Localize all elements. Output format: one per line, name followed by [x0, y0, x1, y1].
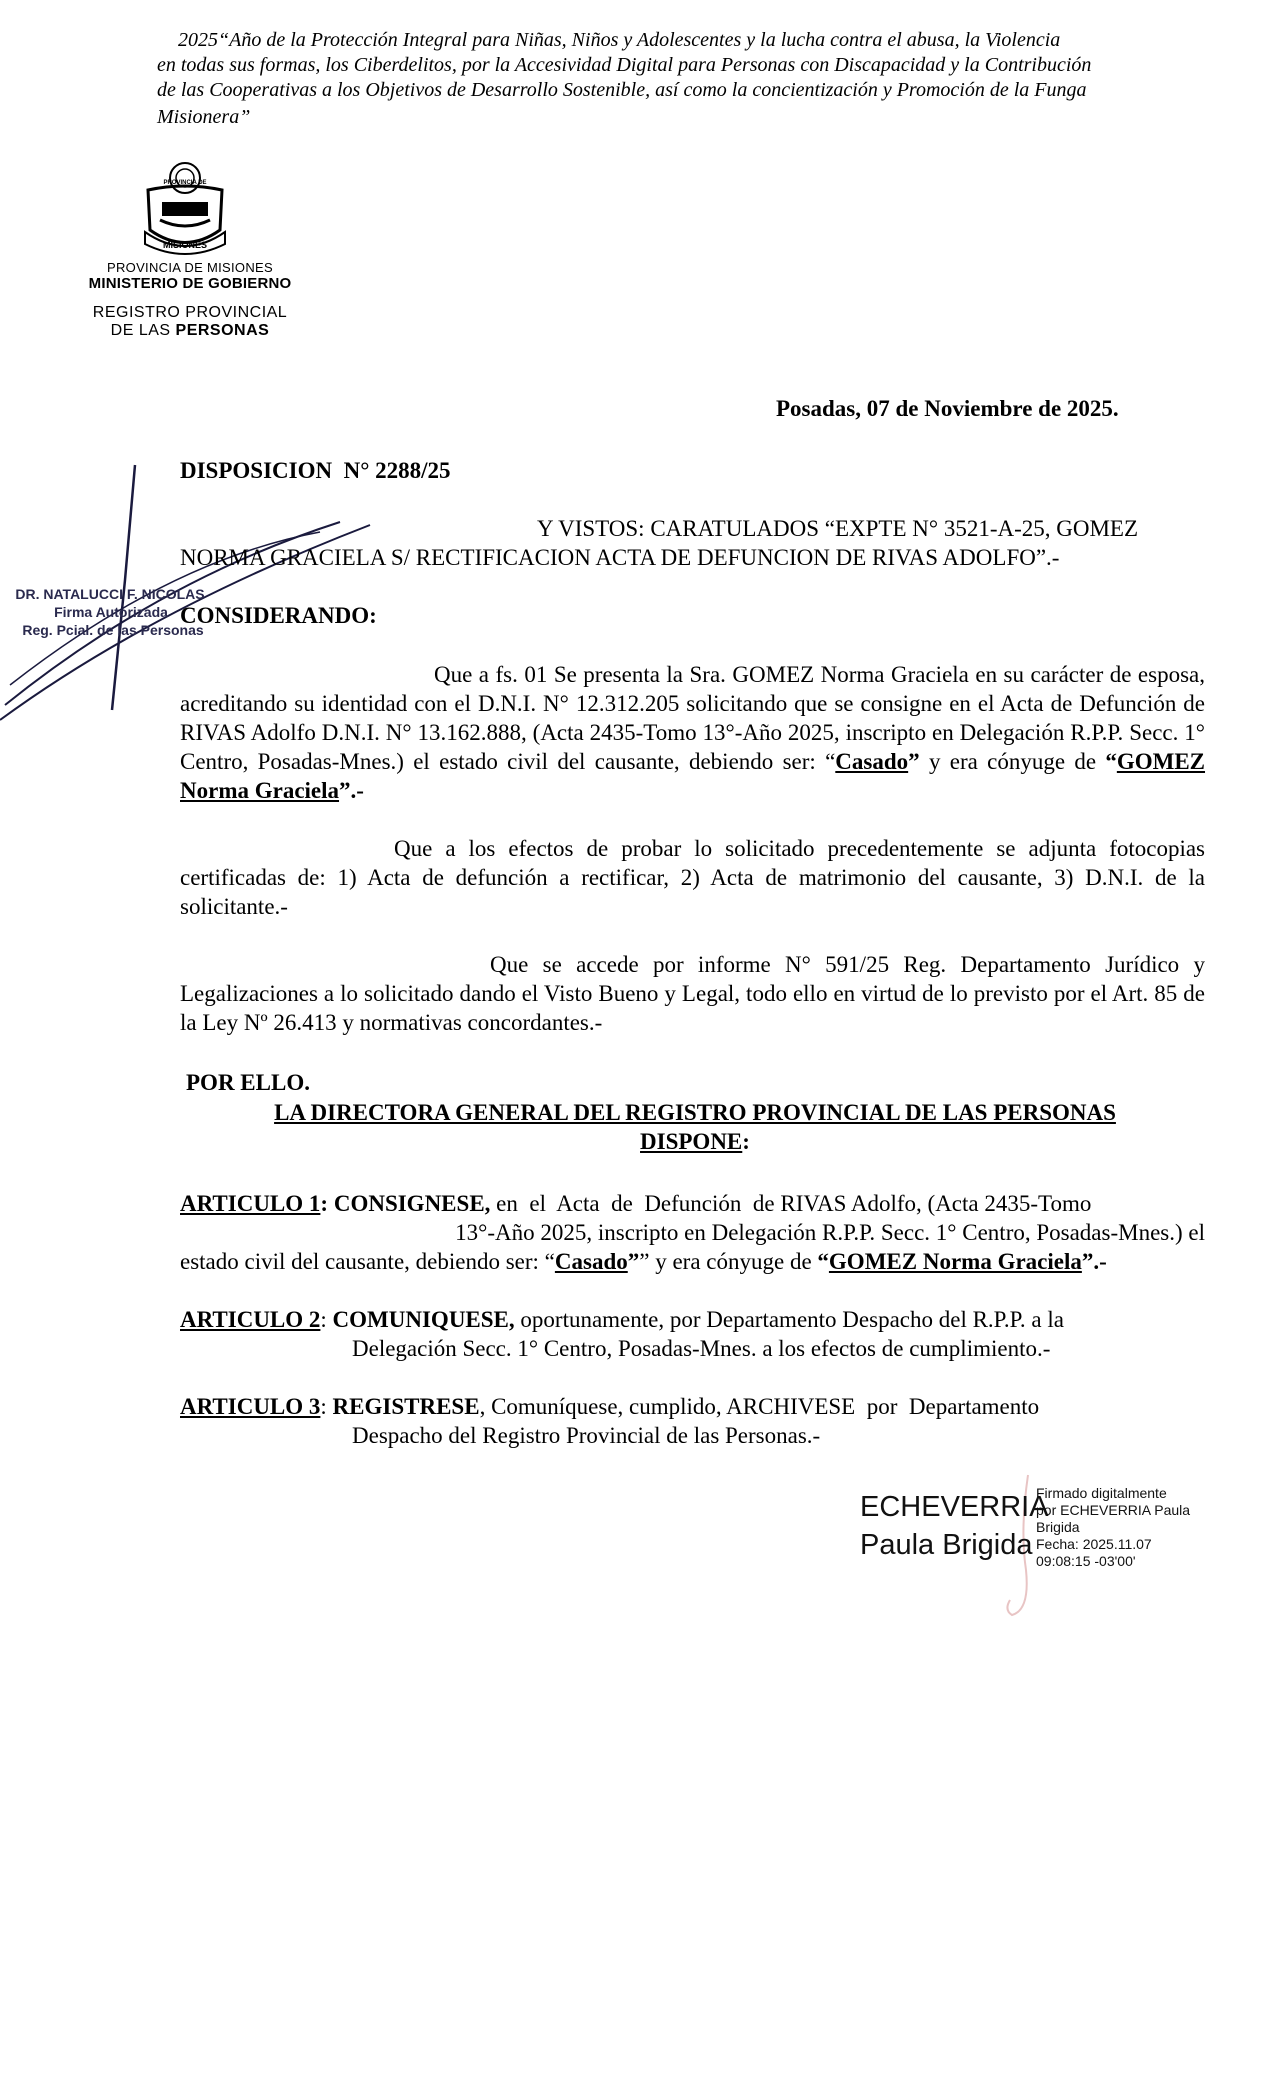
registry-name-line2: DE LAS PERSONAS	[110, 322, 270, 339]
motto-text	[157, 28, 1178, 130]
motto-line: 2025“Año de la Protección Integral para Niñas, Niños y Adolescentes y la lucha contra el abusa, la Violencia	[178, 29, 1061, 51]
considerando-paragraph-1: Que a fs. 01 Se presenta la Sra. GOMEZ Norma Graciela en su carácter de esposa, acreditando su identidad con el D.N.I. N° 12.312.205 solicitando que se consigne en el Acta de Defunción de RIVAS Adolfo D.N.I. N° 13.162.888, (Acta 2435-Tomo 13°-Año 2025, inscripto en Delegación R.P.P. Secc. 1° Centro, Posadas-Mnes.) el estado civil del causante, debiendo ser: “Casado” y era cónyuge de “GOMEZ Norma Graciela”.-	[180, 662, 1206, 803]
estado-civil-value: Casado	[835, 749, 909, 774]
signer-name: ECHEVERRIA Paula Brigida	[860, 1491, 1049, 1561]
directora-heading: LA DIRECTORA GENERAL DEL REGISTRO PROVINCIAL DE LAS PERSONAS	[274, 1100, 1116, 1125]
spouse-name-art1: GOMEZ Norma Graciela	[828, 1249, 1082, 1274]
articulo-3-label: ARTICULO 3	[180, 1394, 321, 1419]
stamp-line: Reg. Pcial. de las Personas	[22, 622, 204, 638]
disposicion-number: DISPOSICION N° 2288/25	[180, 458, 451, 483]
motto-line: en todas sus formas, los Ciberdelitos, por la Accesividad Digital para Personas con Discapacidad y la Contribución	[157, 54, 1092, 76]
por-ello-heading: POR ELLO.	[186, 1070, 310, 1095]
vistos-line1: Y VISTOS: CARATULADOS “EXPTE N° 3521-A-25, GOMEZ	[537, 516, 1139, 541]
vistos-line2: NORMA GRACIELA S/ RECTIFICACION ACTA DE DEFUNCION DE RIVAS ADOLFO”.-	[180, 545, 1060, 570]
motto-line: Misionera”	[157, 106, 251, 128]
province-name: PROVINCIA DE MISIONES	[107, 260, 273, 275]
considerando-paragraph-2: Que a los efectos de probar lo solicitado precedentemente se adjunta fotocopias certificadas de: 1) Acta de defunción a rectificar, 2) Acta de matrimonio del causante, 3) D.N.I. de la solicitante.-	[180, 836, 1205, 919]
institution-header	[60, 256, 320, 340]
stamp-line: DR. NATALUCCI F. NICOLAS	[15, 586, 205, 602]
articulo-3: ARTICULO 3: REGISTRESE, Comuníquese, cumplido, ARCHIVESE por Departamento Despacho del Registro Provincial de las Personas.-	[180, 1394, 1040, 1448]
articulo-1-label: ARTICULO 1	[180, 1191, 321, 1216]
articulo-2-label: ARTICULO 2	[180, 1307, 321, 1332]
spouse-name: GOMEZ Norma Graciela	[180, 749, 1206, 803]
articulo-2: ARTICULO 2: COMUNIQUESE, oportunamente, por Departamento Despacho del R.P.P. a la Delegación Secc. 1° Centro, Posadas-Mnes. a los efectos de cumplimiento.-	[180, 1307, 1064, 1361]
considerando-paragraph-3: Que se accede por informe N° 591/25 Reg. Departamento Jurídico y Legalizaciones a lo solicitado dando el Visto Bueno y Legal, todo ello en virtud de lo previsto por el Art. 85 de la Ley Nº 26.413 y normativas concordantes.-	[180, 952, 1205, 1035]
stamp-line: Firma Autorizada	[54, 604, 168, 620]
seal-top-text: PROVINCIA DE	[163, 180, 207, 186]
motto-line: de las Cooperativas a los Objetivos de Desarrollo Sostenible, así como la concientización y Promoción de la Funga	[157, 79, 1087, 101]
registry-name-line1: REGISTRO PROVINCIAL	[92, 304, 288, 321]
considerando-heading: CONSIDERANDO:	[180, 603, 377, 628]
digital-signature-details: Firmado digitalmente por ECHEVERRIA Paula Brigida Fecha: 2025.11.07 09:08:15 -03'00'	[1036, 1485, 1191, 1569]
coat-of-arms-icon	[140, 160, 230, 260]
dispone-heading: DISPONE:	[640, 1129, 750, 1154]
date-line: Posadas, 07 de Noviembre de 2025.	[776, 396, 1119, 421]
articulo-1: ARTICULO 1: CONSIGNESE, en el Acta de Defunción de RIVAS Adolfo, (Acta 2435-Tomo 13°-Año 2025, inscripto en Delegación R.P.P. Secc. 1° Centro, Posadas-Mnes.) el estado civil del causante, debiendo ser: “Casado”” y era cónyuge de “GOMEZ Norma Graciela”.-	[180, 1191, 1205, 1274]
ministry-name: MINISTERIO DE GOBIERNO	[88, 275, 292, 292]
seal-bottom-text: MISIONES	[162, 240, 208, 250]
